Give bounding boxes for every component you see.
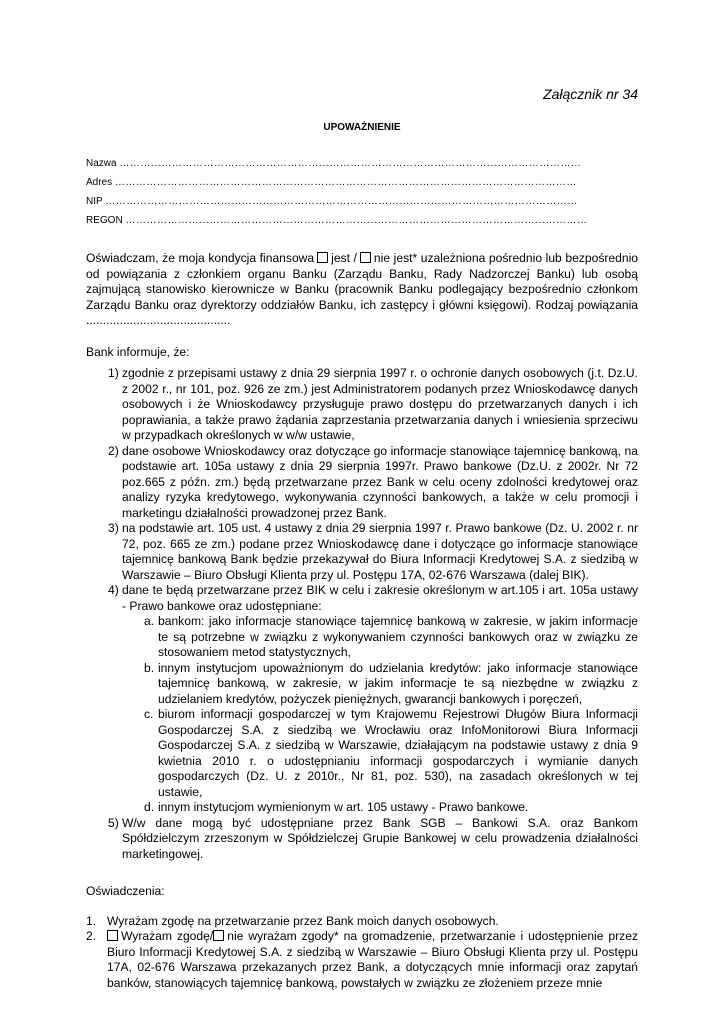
field-dots: ……………………………………………………………………………………………………………………… bbox=[105, 196, 578, 207]
list-item bbox=[86, 583, 638, 816]
field-dots: …………………………………………………………………………………………………………………… bbox=[119, 158, 582, 169]
field-label: Adres bbox=[86, 177, 113, 188]
list-item bbox=[86, 444, 638, 522]
declaration-text-2: jest / bbox=[331, 251, 357, 265]
field-label: REGON bbox=[86, 215, 123, 226]
item-text: Wyrażam zgodę/ bbox=[121, 929, 214, 943]
annex-number: Załącznik nr 34 bbox=[543, 86, 638, 102]
checkbox-no-consent[interactable] bbox=[213, 930, 224, 941]
item-text: W/w dane mogą być udostępniane przez Bank SGB – Bankowi S.A. oraz Bankom Spółdzielczym zrzeszonym w Spółdzielczej Grupie Bankowej w celu prowadzenia działalności marketingowej. bbox=[122, 815, 638, 861]
statements-section bbox=[86, 884, 638, 991]
sub-item-letter: c. bbox=[144, 707, 154, 721]
list-item bbox=[86, 914, 638, 930]
sub-list-item bbox=[122, 614, 638, 661]
item-number: 5) bbox=[108, 815, 119, 830]
list-item bbox=[86, 816, 638, 863]
item-text: Wyrażam zgodę na przetwarzanie przez Bank moich danych osobowych. bbox=[107, 913, 499, 928]
field-regon[interactable] bbox=[86, 214, 638, 233]
applicant-fields bbox=[86, 157, 638, 233]
sub-list-item bbox=[122, 800, 638, 816]
declaration-text-1: Oświadczam, że moja kondycja finansowa bbox=[86, 251, 315, 265]
sub-list-item bbox=[122, 707, 638, 800]
item-number: 4) bbox=[108, 583, 119, 597]
sub-item-letter: b. bbox=[144, 660, 155, 675]
sub-list-item bbox=[122, 661, 638, 708]
list-item bbox=[86, 929, 638, 991]
item-text: dane osobowe Wnioskodawcy oraz dotyczące go informacje stanowiące tajemnicę bankową, na podstawie art. 105a ustawy z dnia 29 sierpnia 1997r. Prawo bankowe (Dz.U. z 2002r. Nr 72 poz.665 z późn. zm.) będą przetwarzane przez Bank w celu oceny zdolności kredytowej oraz analizy ryzyka kredytowego, wykonywania czynności bankowych, a także w celu promocji i marketingu działalności prowadzonej przez Bank. bbox=[122, 443, 638, 520]
item-number: 1. bbox=[86, 913, 97, 928]
item-text: dane te będą przetwarzane przez BIK w celu i zakresie określonym w art.105 i art. 105a ustawy - Prawo bankowe oraz udostępniane: bbox=[122, 583, 638, 613]
field-dots: …………………………………………………………………………………………………………………… bbox=[114, 177, 577, 188]
document-body bbox=[86, 251, 638, 991]
sub-item-letter: d. bbox=[144, 800, 155, 814]
sub-item-text: biurom informacji gospodarczej w tym Krajowemu Rejestrowi Długów Biura Informacji Gospodarczej S.A. z siedzibą we Wrocławiu oraz InfoMonitorowi Biura Informacji Gospodarczej S.A. z siedzibą w Warszawie, działającym na podstawie ustawy z dnia 9 kwietnia 2010 r. o udostępnianiu informacji gospodarczych i wymianie danych gospodarczych (Dz. U. z 2010r., Nr 81, poz. 530), na zasadach określonych w tej ustawie, bbox=[158, 707, 638, 799]
list-item bbox=[86, 521, 638, 583]
field-nip[interactable] bbox=[86, 195, 638, 214]
item-text: zgodnie z przepisami ustawy z dnia 29 sierpnia 1997 r. o ochronie danych osobowych (j.t. Dz.U. z 2002 r., nr 101, poz. 926 ze zm.) jest Administratorem podanych przez Wnioskodawcę danych osobowych i że Wnioskodawcy przysługuje prawo dostępu do przetwarzanych danych i ich poprawiania, a także prawo żądania zaprzestania przetwarzania danych i wniesienia sprzeciwu w przypadkach określonych w w/w ustawie, bbox=[122, 366, 638, 442]
item-number: 2) bbox=[108, 443, 119, 458]
document-title: UPOWAŻNIENIE bbox=[323, 122, 401, 133]
checkbox-not-dependent[interactable] bbox=[360, 252, 371, 263]
checkbox-is-dependent[interactable] bbox=[317, 252, 328, 263]
item-number: 2. bbox=[86, 929, 97, 943]
item-text: na podstawie art. 105 ust. 4 ustawy z dnia 29 sierpnia 1997 r. Prawo bankowe (Dz. U. 2002 r. nr 72, poz. 665 ze zm.) podane przez Wnioskodawcę dane i dotyczące go informacje stanowiące tajemnicę bankową Bank będzie przekazywał do Biura Informacji Kredytowej S.A. z siedzibą w Warszawie – Biuro Obsługi Klienta przy ul. Postępu 17A, 02-676 Warszawa (dalej BIK). bbox=[122, 521, 638, 582]
sub-item-text: bankom: jako informacje stanowiące tajemnicę bankową w zakresie, w jakim informacje te są potrzebne w związku z wykonywaniem czynności bankowych oraz w związku ze stosowaniem metod statystycznych, bbox=[158, 614, 638, 659]
statements-list bbox=[86, 914, 638, 992]
list-item bbox=[86, 366, 638, 444]
field-dots: …………………………………………………………………………………………………………………… bbox=[125, 215, 588, 226]
field-name[interactable] bbox=[86, 157, 638, 176]
field-label: Nazwa bbox=[86, 158, 117, 169]
sub-item-text: innym instytucjom upoważnionym do udzielania kredytów: jako informacje stanowiące tajemnicę bankową, w zakresie, w jakim informacje te są niezbędne w związku z udzielaniem kredytów, pożyczek pieniężnych, gwarancji bankowych i poręczeń, bbox=[158, 660, 638, 706]
sub-item-letter: a. bbox=[144, 614, 155, 628]
checkbox-consent[interactable] bbox=[107, 930, 118, 941]
bank-info-list bbox=[86, 366, 638, 862]
item-number: 1) bbox=[108, 366, 119, 380]
sub-item-text: innym instytucjom wymienionym w art. 105 ustawy - Prawo bankowe. bbox=[158, 800, 529, 814]
statements-heading: Oświadczenia: bbox=[86, 884, 165, 898]
sub-list bbox=[122, 614, 638, 816]
item-number: 3) bbox=[108, 521, 119, 535]
financial-declaration bbox=[86, 251, 638, 329]
field-address[interactable] bbox=[86, 176, 638, 195]
item-text: nie wyrażam zgody* na gromadzenie, przetwarzanie i udostępnienie przez Biuro Informacji Kredytowej S.A. z siedzibą w Warszawie – Biuro Obsługi Klienta przy ul. Postępu 17A, 02-676 Warszawa przekazanych przez Bank, a dotyczących mnie informacji oraz zapytań banków, stanowiących tajemnicę bankową, powstałych w związku ze złożeniem przeze mnie bbox=[107, 929, 638, 990]
field-label: NIP bbox=[86, 196, 103, 207]
bank-info-section bbox=[86, 345, 638, 863]
bank-info-heading: Bank informuje, że: bbox=[86, 344, 190, 359]
declaration-text-3: nie jest* uzależniona pośrednio lub bezpośrednio od powiązania z członkiem organu Banku (Zarządu Banku, Rady Nadzorczej Banku) lub osobą zajmującą stanowisko kierownicze w Banku (pracownik Banku podlegający bezpośrednio członkom Zarządu Banku oraz dyrektorzy oddziałów Banku, ich zastępcy i główni księgowi). Rodzaj powiązania ........................................... bbox=[86, 251, 638, 327]
